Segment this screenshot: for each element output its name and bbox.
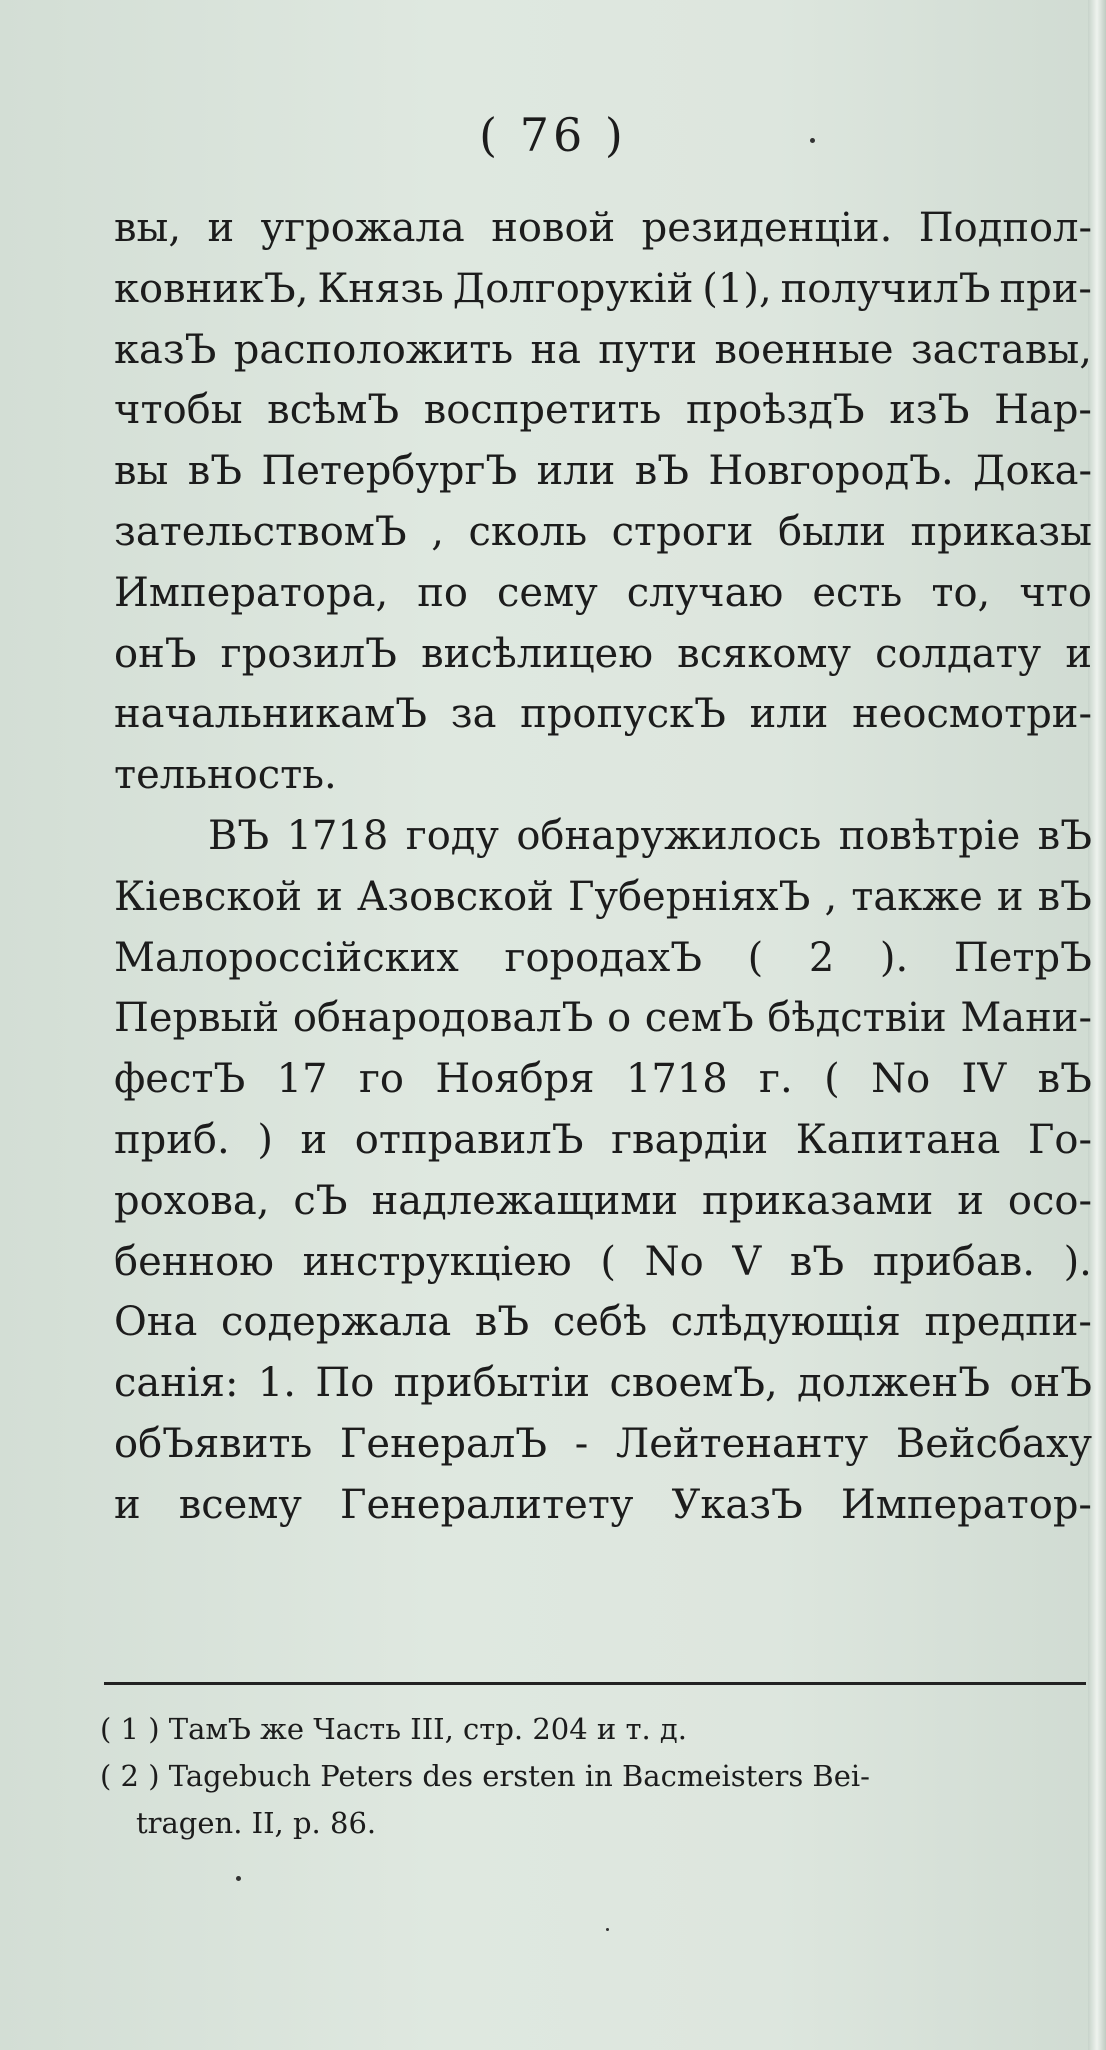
word: грозилЪ: [220, 630, 397, 677]
word: пропускЪ: [520, 691, 726, 738]
text-line: [114, 259, 1092, 320]
word: По: [315, 1360, 375, 1407]
text-line: [114, 1049, 1092, 1110]
word: фестЪ: [114, 1056, 246, 1103]
word: ): [257, 1116, 273, 1163]
word: Подпол-: [918, 205, 1092, 251]
word: и: [316, 873, 343, 920]
word: ).: [1063, 1238, 1092, 1285]
word: бѣдствіи: [767, 995, 947, 1042]
word: по: [417, 569, 468, 616]
word: осо-: [1007, 1177, 1092, 1224]
footnotes: [100, 1706, 1088, 1847]
word: гвардіи: [611, 1116, 769, 1163]
word: УказЪ: [671, 1481, 803, 1528]
word: сему: [497, 569, 598, 616]
print-speck: [606, 1928, 609, 1931]
word: Малороссійских: [114, 934, 459, 981]
text-line: [114, 1292, 1092, 1353]
word: Азовской: [356, 873, 554, 920]
word: санія:: [114, 1360, 239, 1407]
word: воспретить: [423, 387, 662, 434]
text-line: [114, 624, 1092, 685]
word: на: [530, 326, 581, 373]
paragraph-end-line: [114, 745, 1092, 806]
word: ПетербургЪ: [261, 448, 518, 495]
text-line: [114, 1232, 1092, 1293]
word: повѣтріе: [838, 812, 1021, 859]
word: вЪ: [1037, 812, 1092, 859]
word: чтобы: [114, 387, 243, 434]
word: проѣздЪ: [685, 387, 865, 434]
word: ГуберніяхЪ: [567, 873, 811, 920]
word: и: [114, 1481, 141, 1528]
word: НовгородЪ.: [708, 448, 954, 495]
word: вЪ: [1037, 873, 1092, 920]
word: при-: [999, 265, 1092, 312]
word: приб.: [114, 1116, 230, 1163]
word: и: [300, 1116, 328, 1163]
word: обнародовалЪ: [292, 995, 594, 1042]
word: Император-: [840, 1481, 1092, 1528]
word: городахЪ: [504, 934, 703, 981]
word: вЪ: [474, 1299, 530, 1346]
text-line: [114, 684, 1092, 745]
word: всѣмЪ: [267, 387, 400, 434]
word: -: [574, 1420, 589, 1467]
word: Мани-: [960, 995, 1092, 1042]
word: Императора,: [114, 569, 389, 616]
text-line: [114, 1171, 1092, 1232]
word: г.: [759, 1056, 793, 1103]
word: прибытіи: [393, 1360, 591, 1407]
text-line: [114, 320, 1092, 381]
word: есть: [812, 569, 903, 616]
word: были: [777, 508, 886, 555]
word: или: [749, 691, 829, 738]
word: неосмотри-: [852, 691, 1092, 738]
word: строги: [611, 508, 754, 555]
word: угрожала: [260, 205, 465, 251]
word: (1),: [702, 265, 772, 312]
text-line: [114, 928, 1092, 989]
word: что: [1019, 569, 1092, 616]
word: (: [824, 1056, 840, 1103]
text-line: [114, 441, 1092, 502]
word: No: [644, 1238, 704, 1285]
word: ).: [879, 934, 909, 981]
word: обнаружилось: [516, 812, 822, 859]
word: также: [851, 873, 983, 920]
word: году: [405, 812, 499, 859]
word: обЪявить: [114, 1420, 313, 1467]
word: или: [536, 448, 616, 495]
word: (: [600, 1238, 616, 1285]
word: надлежащими: [371, 1177, 679, 1224]
word: Первый: [114, 995, 280, 1042]
word: вЪ: [789, 1238, 845, 1285]
word: Нар-: [994, 387, 1092, 434]
word: No: [871, 1056, 931, 1103]
word: и: [1065, 630, 1092, 677]
word: приказы: [910, 508, 1092, 555]
word: всякому: [677, 630, 852, 677]
word: сколь: [468, 508, 588, 555]
text-line-content: тельность.: [114, 752, 337, 799]
word: 2: [808, 934, 835, 981]
word: своемЪ,: [609, 1360, 778, 1407]
word: себѣ: [552, 1299, 648, 1346]
word: изЪ: [889, 387, 970, 434]
word: и: [996, 873, 1024, 920]
text-line: [114, 563, 1092, 624]
word: ПетрЪ: [953, 934, 1092, 981]
text-line: [114, 867, 1092, 928]
word: Князь: [317, 265, 444, 312]
text-line: [114, 198, 1092, 259]
word: содержала: [220, 1299, 452, 1346]
word: солдату: [875, 630, 1042, 677]
footnote-2: ( 2 ) Tagebuch Peters des ersten in Bacmeisters Bei-: [100, 1759, 870, 1793]
word: военные: [714, 326, 894, 373]
word: 1.: [257, 1360, 296, 1407]
word: вы,: [114, 205, 182, 251]
word: предпи-: [924, 1299, 1092, 1346]
text-line: [114, 988, 1092, 1049]
word: 1718: [286, 812, 389, 859]
word: ковникЪ,: [114, 265, 309, 312]
text-line: [114, 1475, 1092, 1536]
footnote-2-continuation: tragen. II, p. 86.: [136, 1806, 377, 1840]
word: и: [207, 205, 235, 251]
word: 17: [276, 1056, 328, 1103]
word: Долгорукій: [452, 265, 694, 312]
word: прибав.: [872, 1238, 1035, 1285]
word: висѣлицею: [421, 630, 654, 677]
word: и: [957, 1177, 984, 1224]
text-line: [114, 1353, 1092, 1414]
footnote-divider: [104, 1682, 1086, 1685]
word: IV: [961, 1056, 1007, 1103]
main-text: [114, 198, 1092, 1536]
footnote-1: ( 1 ) ТамЪ же Часть III, стр. 204 и т. д.: [100, 1712, 687, 1746]
word: казЪ: [114, 326, 217, 373]
word: о: [607, 995, 632, 1042]
word: инструкціею: [302, 1238, 572, 1285]
word: Генералитету: [339, 1481, 634, 1528]
word: го: [358, 1056, 404, 1103]
word: новой: [491, 205, 616, 251]
text-line: [114, 1414, 1092, 1475]
word: приказами: [702, 1177, 934, 1224]
word: ВЪ: [208, 812, 270, 859]
word: ,: [431, 508, 444, 555]
page-number: ( 76 ): [479, 108, 627, 162]
text-line: [114, 380, 1092, 441]
word: (: [747, 934, 764, 981]
paragraph-start-line: [114, 806, 1092, 867]
word: вЪ: [187, 448, 242, 495]
word: вЪ: [1037, 1056, 1092, 1103]
word: сЪ: [293, 1177, 348, 1224]
text-line: [114, 1110, 1092, 1171]
word: отправилЪ: [354, 1116, 584, 1163]
word: онЪ: [1009, 1360, 1092, 1407]
word: случаю: [626, 569, 784, 616]
word: онЪ: [114, 630, 197, 677]
word: получилЪ: [780, 265, 991, 312]
word: Она: [114, 1299, 198, 1346]
word: за: [450, 691, 497, 738]
word: то,: [931, 569, 991, 616]
word: рохова,: [114, 1177, 270, 1224]
word: семЪ: [644, 995, 754, 1042]
word: 1718: [625, 1056, 728, 1103]
word: резиденціи.: [641, 205, 893, 251]
word: расположить: [233, 326, 514, 373]
word: слѣдующія: [670, 1299, 901, 1346]
word: вЪ: [634, 448, 689, 495]
word: всему: [178, 1481, 302, 1528]
word: Ноября: [435, 1056, 595, 1103]
word: ГенералЪ: [339, 1420, 548, 1467]
word: Кіевской: [114, 873, 303, 920]
word: пути: [598, 326, 698, 373]
word: Лейтенанту: [615, 1420, 869, 1467]
word: вы: [114, 448, 169, 495]
print-speck: [236, 1876, 241, 1881]
word: долженЪ: [797, 1360, 991, 1407]
print-speck: [810, 138, 815, 143]
word: начальникамЪ: [114, 691, 428, 738]
word: заставы,: [910, 326, 1092, 373]
text-line: [114, 502, 1092, 563]
word: V: [732, 1238, 762, 1285]
word: Вейсбаху: [895, 1420, 1092, 1467]
word: Дока-: [973, 448, 1092, 495]
word: Го-: [1027, 1116, 1092, 1163]
word: бенною: [114, 1238, 274, 1285]
word: Капитана: [795, 1116, 1001, 1163]
word: ,: [824, 873, 838, 920]
word: зательствомЪ: [114, 508, 407, 555]
